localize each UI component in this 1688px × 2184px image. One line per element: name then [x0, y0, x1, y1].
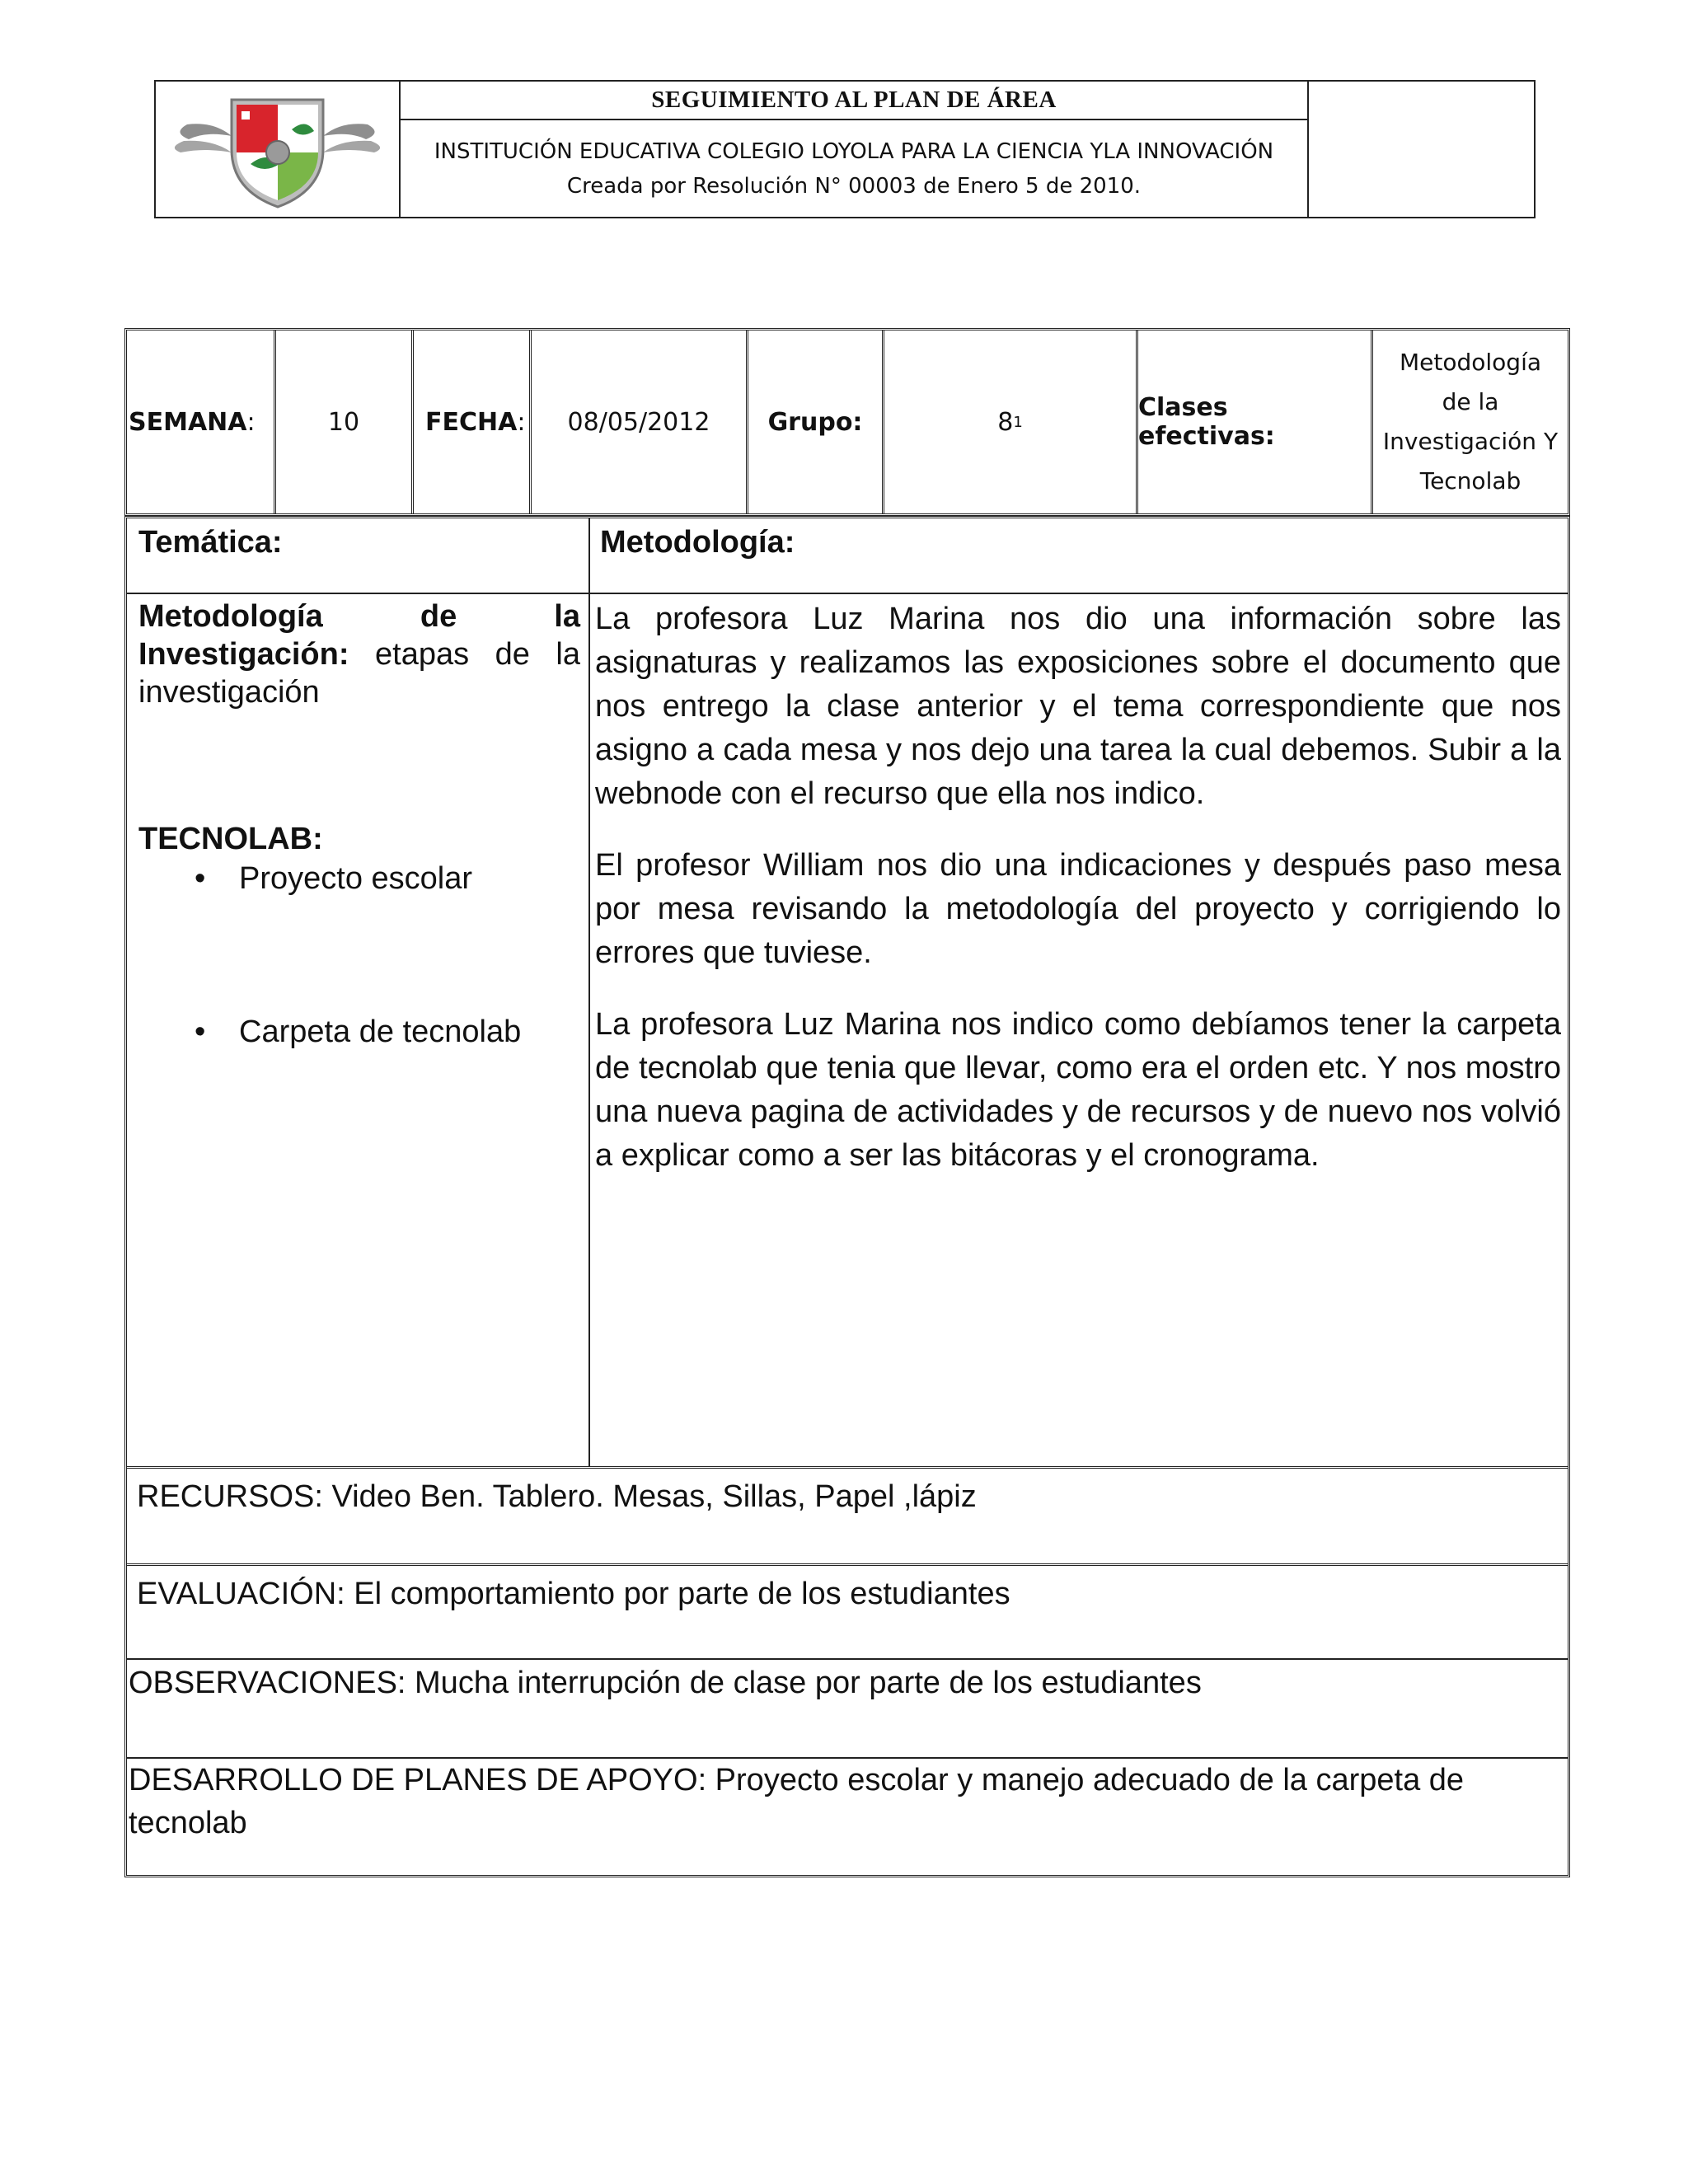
logo-cell — [156, 82, 401, 217]
institution-block — [401, 120, 1307, 217]
metodologia-paragraph-1: La profesora Luz Marina nos dio una información sobre las asignaturas y realizamos las exposiciones sobre el documento que nos entrego la clase anterior y el tema correspondiente que nos asigno a cada mesa y nos dejo una tarea la cual debemos. Subir a la webnode con el recurso que ella nos indico. — [595, 602, 1561, 811]
clases-label: Clases efectivas: — [1138, 393, 1275, 451]
semana-colon: : — [246, 407, 256, 437]
observaciones-text: OBSERVACIONES: Mucha interrupción de clase por parte de los estudiantes — [129, 1666, 1202, 1700]
clases-label-cell — [1138, 330, 1373, 513]
week-info-row — [124, 328, 1570, 516]
column-divider — [588, 518, 590, 1466]
desarrollo-row — [127, 1757, 1568, 1875]
fecha-label-cell — [414, 330, 532, 513]
recursos-text: RECURSOS: Video Ben. Tablero. Mesas, Sillas, Papel ,lápiz — [137, 1479, 977, 1514]
tematica-item-1-rest: etapas de la investigación — [138, 637, 580, 710]
plan-table — [124, 516, 1570, 1877]
tematica-content — [138, 598, 580, 1052]
evaluacion-row — [127, 1563, 1568, 1658]
clases-line: Investigación Y — [1382, 428, 1559, 455]
document-header — [154, 80, 1536, 218]
grupo-superscript: 1 — [1013, 413, 1023, 431]
tematica-heading: Temática: — [138, 525, 283, 560]
grupo-label-cell — [748, 330, 884, 513]
fecha-colon: : — [517, 407, 526, 437]
recursos-row — [127, 1466, 1568, 1563]
clases-value-cell — [1373, 330, 1568, 513]
observaciones-row — [127, 1658, 1568, 1757]
grupo-value-cell — [884, 330, 1138, 513]
header-center — [401, 82, 1309, 217]
metodologia-content — [595, 598, 1561, 1206]
semana-label: SEMANA — [129, 407, 247, 437]
institution-name: INSTITUCIÓN EDUCATIVA COLEGIO LOYOLA PARA LA CIENCIA YLA INNOVACIÓN — [434, 138, 1274, 164]
clases-line: Metodología — [1399, 349, 1542, 376]
school-shield-logo — [156, 82, 399, 217]
metodologia-paragraph-2: El profesor William nos dio una indicaciones y después paso mesa por mesa revisando la metodología del proyecto y corrigiendo lo errores que tuviese. — [595, 848, 1561, 970]
grupo-label: Grupo: — [767, 407, 863, 437]
tematica-item-1-bold: Metodología de la Investigación: — [138, 599, 580, 672]
semana-value: 10 — [276, 330, 414, 513]
metodologia-paragraph-3: La profesora Luz Marina nos indico como debíamos tener la carpeta de tecnolab que tenia que llevar, como era el orden etc. Y nos mostro una nueva pagina de actividades y de recursos y de nuevo nos volvió a explicar como a ser las bitácoras y el cronograma. — [595, 1007, 1561, 1173]
evaluacion-text: EVALUACIÓN: El comportamiento por parte de los estudiantes — [137, 1577, 1010, 1611]
tecnolab-heading: TECNOLAB: — [138, 822, 323, 856]
tecnolab-bullet-1: • Proyecto escolar — [138, 858, 580, 899]
desarrollo-text: DESARROLLO DE PLANES DE APOYO: Proyecto escolar y manejo adecuado de la carpeta de tecnolab — [129, 1763, 1465, 1840]
metodologia-heading: Metodología: — [600, 525, 795, 560]
fecha-value: 08/05/2012 — [532, 330, 748, 513]
grupo-value: 8 — [997, 407, 1014, 437]
clases-line: Tecnolab — [1419, 467, 1522, 494]
semana-label-cell — [127, 330, 276, 513]
resolution-text: Creada por Resolución N° 00003 de Enero 5 de 2010. — [566, 173, 1142, 199]
header-empty-cell — [1309, 82, 1534, 217]
table-header-row — [127, 518, 1568, 594]
clases-line: de la — [1442, 388, 1499, 415]
tecnolab-bullet-2: • Carpeta de tecnolab — [138, 1011, 580, 1052]
document-title: SEGUIMIENTO AL PLAN DE ÁREA — [401, 82, 1307, 120]
fecha-label: FECHA — [425, 407, 518, 437]
tematica-item-1 — [138, 598, 580, 711]
